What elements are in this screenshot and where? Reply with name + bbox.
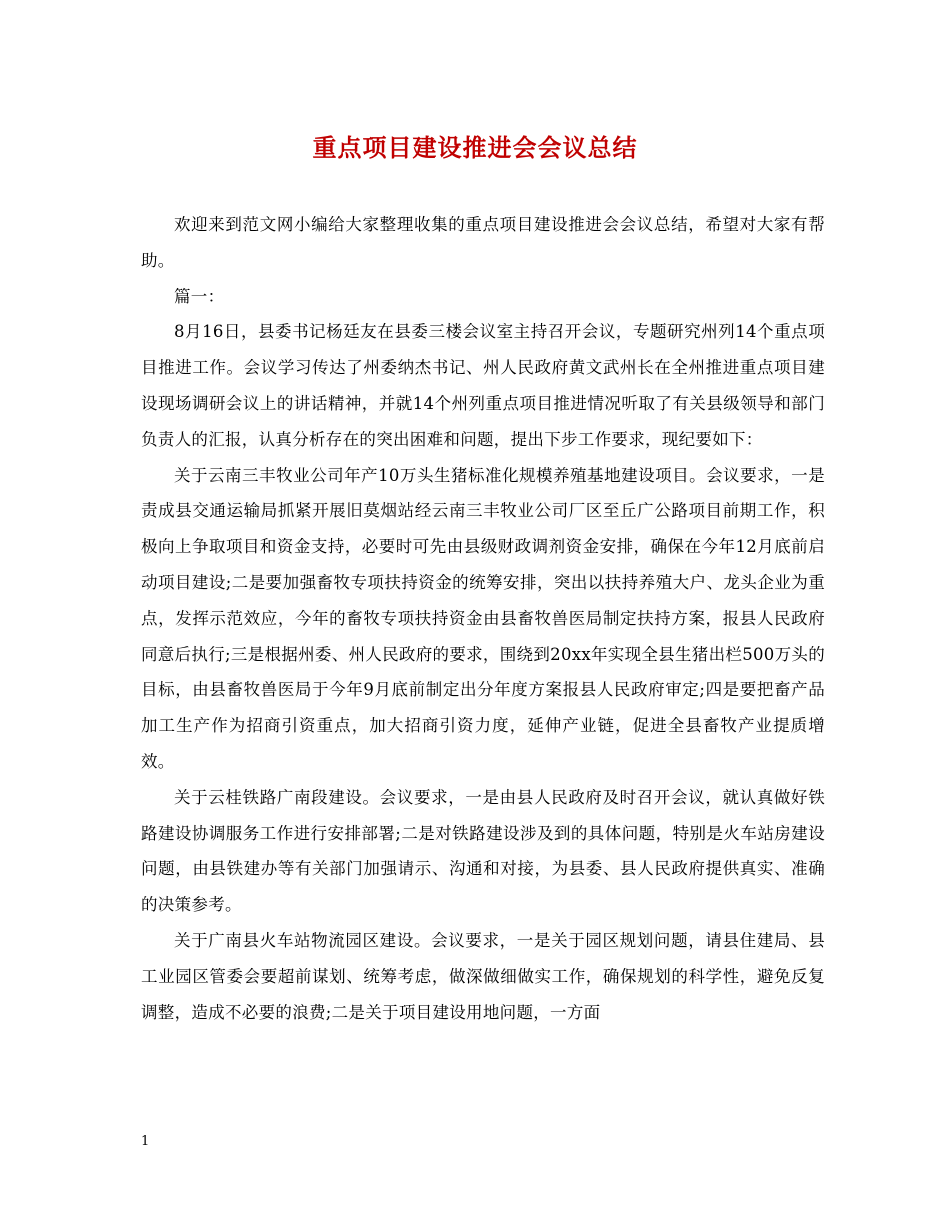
document-title: 重点项目建设推进会会议总结 (312, 134, 638, 162)
paragraph-logistics-park-project: 关于广南县火车站物流园区建设。会议要求，一是关于园区规划问题，请县住建局、县工业园区管委会要超前谋划、统筹考虑，做深做细做实工作，确保规划的科学性，避免反复调整，造成不必要的浪费;二是关于项目建设用地问题，一方面 (141, 930, 825, 1022)
paragraph-meeting-summary: 8月16日，县委书记杨廷友在县委三楼会议室主持召开会议，专题研究州列14个重点项目推进工作。会议学习传达了州委纳杰书记、州人民政府黄文武州长在全州推进重点项目建设现场调研会议上的讲话精神，并就14个州列重点项目推进情况听取了有关县级领导和部门负责人的汇报，认真分析存在的突出困难和问题，提出下步工作要求，现纪要如下： (141, 322, 825, 449)
paragraph-railway-project: 关于云桂铁路广南段建设。会议要求，一是由县人民政府及时召开会议，就认真做好铁路建设协调服务工作进行安排部署;二是对铁路建设涉及到的具体问题，特别是火车站房建设问题，由县铁建办等有关部门加强请示、沟通和对接，为县委、县人民政府提供真实、准确的决策参考。 (141, 787, 825, 915)
paragraph-pig-farming-project: 关于云南三丰牧业公司年产10万头生猪标准化规模养殖基地建设项目。会议要求，一是责成县交通运输局抓紧开展旧莫烟站经云南三丰牧业公司厂区至丘广公路项目前期工作，积极向上争取项目和资金支持，必要时可先由县级财政调剂资金安排，确保在今年12月底前启动项目建设;二是要加强畜牧专项扶持资金的统筹安排，突出以扶持养殖大户、龙头企业为重点，发挥示范效应，今年的畜牧专项扶持资金由县畜牧兽医局制定扶持方案，报县人民政府同意后执行;三是根据州委、州人民政府的要求，围绕到20xx年实现全县生猪出栏500万头的目标，由县畜牧兽医局于今年9月底前制定出分年度方案报县人民政府审定;四是要把畜产品加工生产作为招商引资重点，加大招商引资力度，延伸产业链，促进全县畜牧产业提质增效。 (141, 465, 825, 771)
page-number: 1 (141, 1134, 150, 1149)
document-body (141, 207, 825, 1030)
paragraph-intro: 欢迎来到范文网小编给大家整理收集的重点项目建设推进会会议总结，希望对大家有帮助。 (141, 215, 825, 270)
paragraph-section-heading: 篇一： (174, 286, 225, 306)
